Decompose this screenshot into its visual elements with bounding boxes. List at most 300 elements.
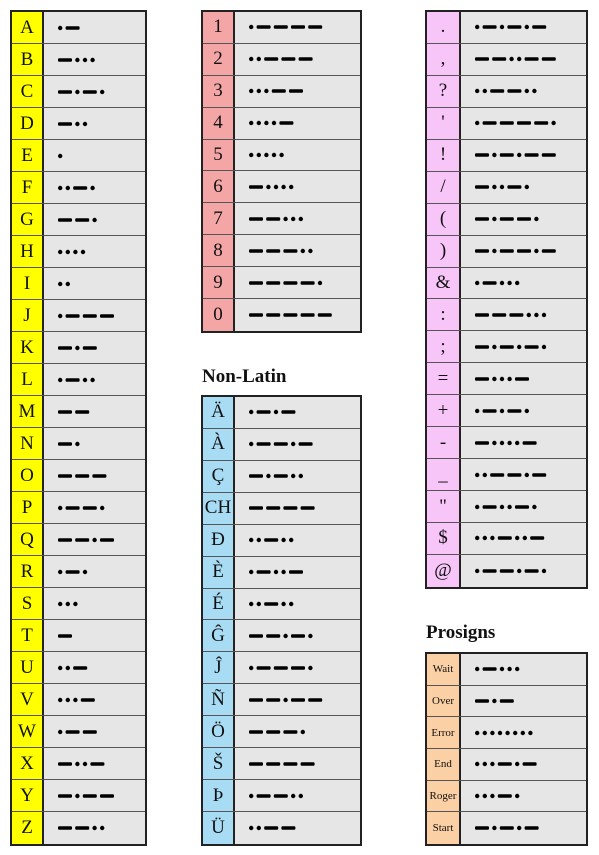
dot: [551, 121, 555, 125]
morse-code: [461, 172, 586, 203]
dot: [272, 153, 276, 157]
morse-code: [461, 76, 586, 107]
dash: [266, 762, 280, 766]
digits-table: [201, 10, 362, 333]
letter-row: [12, 108, 145, 140]
dot: [58, 569, 62, 573]
punctuation-key: (: [427, 204, 461, 235]
dot: [283, 634, 287, 638]
dash: [73, 186, 87, 190]
dot: [83, 57, 87, 61]
prosigns-table: [425, 652, 588, 846]
non-latin-row: [203, 780, 360, 812]
dash: [308, 698, 322, 702]
letter-key: Q: [12, 524, 44, 555]
dot: [517, 153, 521, 157]
morse-code: [44, 300, 145, 331]
punctuation-key: ": [427, 491, 461, 522]
dash: [249, 313, 263, 317]
non-latin-key: Þ: [203, 780, 235, 811]
dot: [249, 89, 253, 93]
punctuation-key: ;: [427, 331, 461, 362]
prosign-row: [427, 654, 586, 686]
dot: [301, 248, 305, 252]
letter-row: [12, 76, 145, 108]
dot: [66, 185, 70, 189]
dash: [500, 217, 514, 221]
dot: [58, 313, 62, 317]
dash: [66, 570, 80, 574]
dot: [483, 730, 487, 734]
dot: [58, 601, 62, 605]
dot: [490, 730, 494, 734]
dot: [483, 794, 487, 798]
letter-key: C: [12, 76, 44, 107]
dot: [527, 313, 531, 317]
non-latin-row: [203, 461, 360, 493]
dot: [505, 730, 509, 734]
dash: [257, 411, 271, 415]
dot: [528, 730, 532, 734]
non-latin-key: Ĵ: [203, 652, 235, 683]
dot: [525, 25, 529, 29]
dot: [475, 762, 479, 766]
prosign-key: Error: [427, 717, 461, 748]
dot: [92, 826, 96, 830]
morse-code: [461, 299, 586, 330]
morse-code: [461, 44, 586, 75]
dash: [530, 537, 544, 541]
morse-code: [44, 428, 145, 459]
dot: [92, 217, 96, 221]
non-latin-row: [203, 397, 360, 429]
dot: [318, 280, 322, 284]
punctuation-key: ,: [427, 44, 461, 75]
morse-code: [461, 204, 586, 235]
dot: [249, 570, 253, 574]
letter-row: [12, 588, 145, 620]
non-latin-key: Ĝ: [203, 620, 235, 651]
dot: [281, 185, 285, 189]
dot: [249, 153, 253, 157]
dot: [66, 601, 70, 605]
dash: [301, 506, 315, 510]
dash: [266, 730, 280, 734]
punctuation-row: [427, 427, 586, 459]
dash: [291, 634, 305, 638]
dot: [279, 153, 283, 157]
dot: [100, 826, 104, 830]
dash: [483, 26, 497, 30]
dash: [257, 666, 271, 670]
dash: [92, 474, 106, 478]
morse-code: [461, 236, 586, 267]
dot: [492, 699, 496, 703]
dot: [483, 536, 487, 540]
dot: [308, 248, 312, 252]
dash: [525, 569, 539, 573]
dash: [58, 90, 72, 94]
dot: [257, 57, 261, 61]
dash: [257, 794, 271, 798]
dash: [75, 410, 89, 414]
morse-code: [44, 268, 145, 299]
punctuation-key: -: [427, 427, 461, 458]
dash: [490, 90, 504, 94]
prosign-key: Roger: [427, 781, 461, 812]
dot: [492, 440, 496, 444]
dot: [73, 697, 77, 701]
dash: [58, 346, 72, 350]
dash: [58, 58, 72, 62]
dot: [281, 538, 285, 542]
dash: [281, 58, 295, 62]
letter-key: Z: [12, 812, 44, 844]
dot: [249, 538, 253, 542]
dot: [490, 536, 494, 540]
non-latin-key: CH: [203, 493, 235, 524]
dot: [308, 634, 312, 638]
dash: [500, 153, 514, 157]
dash: [525, 58, 539, 62]
dot: [532, 504, 536, 508]
dash: [274, 26, 288, 30]
non-latin-key: Ç: [203, 461, 235, 492]
dash: [83, 730, 97, 734]
letter-row: [12, 716, 145, 748]
letter-row: [12, 396, 145, 428]
letter-row: [12, 684, 145, 716]
dot: [291, 793, 295, 797]
punctuation-key: ): [427, 236, 461, 267]
punctuation-row: [427, 76, 586, 108]
dash: [534, 121, 548, 125]
morse-code: [44, 204, 145, 235]
dash: [66, 730, 80, 734]
punctuation-key: :: [427, 299, 461, 330]
dot: [525, 185, 529, 189]
morse-code: [235, 108, 360, 139]
dot: [58, 729, 62, 733]
letter-key: U: [12, 652, 44, 683]
morse-code: [44, 588, 145, 619]
dot: [289, 538, 293, 542]
dash: [249, 730, 263, 734]
morse-code: [44, 620, 145, 651]
dot: [532, 89, 536, 93]
non-latin-heading: Non-Latin: [202, 366, 287, 387]
dot: [523, 536, 527, 540]
dot: [58, 281, 62, 285]
dot: [249, 410, 253, 414]
digit-row: [203, 140, 360, 172]
prosign-key: Start: [427, 812, 461, 844]
morse-code: [235, 171, 360, 202]
dash: [299, 58, 313, 62]
dot: [299, 217, 303, 221]
morse-code: [44, 524, 145, 555]
dot: [521, 730, 525, 734]
punctuation-row: [427, 395, 586, 427]
dash: [542, 153, 556, 157]
dot: [266, 185, 270, 189]
dash: [525, 153, 539, 157]
non-latin-key: Ö: [203, 716, 235, 747]
morse-code: [235, 44, 360, 75]
dash: [249, 249, 263, 253]
dot: [475, 536, 479, 540]
dash: [492, 313, 506, 317]
dash: [532, 473, 546, 477]
dot: [289, 602, 293, 606]
morse-code: [235, 780, 360, 811]
digit-key: 1: [203, 12, 235, 43]
dash: [83, 346, 97, 350]
dash: [507, 26, 521, 30]
letter-key: F: [12, 172, 44, 203]
prosigns-heading: Prosigns: [426, 622, 496, 643]
dot: [534, 313, 538, 317]
morse-code: [235, 76, 360, 107]
dash: [515, 377, 529, 381]
morse-code: [235, 652, 360, 683]
dot: [517, 345, 521, 349]
dot: [542, 345, 546, 349]
dash: [500, 249, 514, 253]
dot: [492, 826, 496, 830]
dot: [257, 826, 261, 830]
morse-code: [44, 460, 145, 491]
dash: [498, 794, 512, 798]
dash: [75, 826, 89, 830]
letter-key: J: [12, 300, 44, 331]
dash: [249, 506, 263, 510]
dot: [75, 57, 79, 61]
dot: [58, 377, 62, 381]
dot: [517, 569, 521, 573]
dot: [249, 826, 253, 830]
dash: [257, 26, 271, 30]
letter-key: L: [12, 364, 44, 395]
dot: [75, 761, 79, 765]
dot: [475, 409, 479, 413]
dash: [507, 409, 521, 413]
dot: [475, 472, 479, 476]
morse-code: [461, 749, 586, 780]
dot: [525, 409, 529, 413]
morse-code: [44, 812, 145, 844]
morse-code: [461, 491, 586, 522]
prosign-key: Over: [427, 686, 461, 717]
dot: [92, 537, 96, 541]
dash: [83, 314, 97, 318]
dash: [475, 441, 489, 445]
letter-row: [12, 364, 145, 396]
digit-key: 8: [203, 235, 235, 266]
morse-code: [461, 140, 586, 171]
dot: [274, 185, 278, 189]
dot: [500, 281, 504, 285]
dot: [257, 602, 261, 606]
dot: [308, 666, 312, 670]
dash: [507, 185, 521, 189]
dash: [66, 26, 80, 30]
dot: [272, 121, 276, 125]
dash: [507, 473, 521, 477]
morse-code: [461, 717, 586, 748]
dot: [249, 666, 253, 670]
punctuation-row: [427, 172, 586, 204]
digit-key: 9: [203, 267, 235, 298]
dash: [483, 409, 497, 413]
dot: [500, 440, 504, 444]
punctuation-row: [427, 108, 586, 140]
dot: [283, 217, 287, 221]
punctuation-key: .: [427, 12, 461, 43]
non-latin-row: [203, 620, 360, 652]
dot: [492, 185, 496, 189]
dash: [525, 826, 539, 830]
dot: [249, 602, 253, 606]
dot: [289, 185, 293, 189]
dot: [299, 474, 303, 478]
dot: [291, 217, 295, 221]
dot: [75, 345, 79, 349]
dot: [534, 249, 538, 253]
morse-code: [235, 557, 360, 588]
punctuation-key: $: [427, 523, 461, 554]
dot: [500, 667, 504, 671]
dash: [58, 538, 72, 542]
dash: [83, 506, 97, 510]
letter-key: K: [12, 332, 44, 363]
morse-code: [461, 686, 586, 717]
morse-code: [235, 12, 360, 43]
dot: [534, 217, 538, 221]
punctuation-key: !: [427, 140, 461, 171]
non-latin-row: [203, 684, 360, 716]
dot: [58, 249, 62, 253]
dot: [515, 762, 519, 766]
dash: [299, 443, 313, 447]
morse-code: [461, 363, 586, 394]
dash: [81, 698, 95, 702]
dash: [249, 185, 263, 189]
punctuation-row: [427, 491, 586, 523]
punctuation-table: [425, 10, 588, 589]
dash: [264, 826, 278, 830]
dot: [90, 57, 94, 61]
dot: [90, 377, 94, 381]
dot: [475, 25, 479, 29]
dash: [66, 506, 80, 510]
dot: [249, 121, 253, 125]
dot: [475, 569, 479, 573]
letter-row: [12, 428, 145, 460]
letter-key: I: [12, 268, 44, 299]
dash: [483, 569, 497, 573]
dot: [257, 89, 261, 93]
non-latin-key: È: [203, 557, 235, 588]
digit-row: [203, 12, 360, 44]
letter-row: [12, 524, 145, 556]
dash: [249, 762, 263, 766]
punctuation-key: ?: [427, 76, 461, 107]
dash: [500, 345, 514, 349]
letter-row: [12, 140, 145, 172]
non-latin-key: Ü: [203, 812, 235, 844]
morse-code: [44, 332, 145, 363]
dot: [83, 377, 87, 381]
letter-row: [12, 748, 145, 780]
dot: [90, 185, 94, 189]
dash: [266, 217, 280, 221]
dot: [58, 153, 62, 157]
dot: [492, 345, 496, 349]
dot: [507, 667, 511, 671]
dash: [500, 826, 514, 830]
dash: [249, 634, 263, 638]
dash: [475, 345, 489, 349]
dot: [542, 313, 546, 317]
morse-code: [44, 236, 145, 267]
punctuation-row: [427, 140, 586, 172]
letter-row: [12, 300, 145, 332]
dash: [483, 505, 497, 509]
dot: [515, 667, 519, 671]
dot: [525, 89, 529, 93]
dot: [249, 442, 253, 446]
dash: [266, 698, 280, 702]
dash: [58, 634, 72, 638]
punctuation-row: [427, 236, 586, 268]
dash: [515, 505, 529, 509]
dot: [301, 729, 305, 733]
dot: [75, 441, 79, 445]
dash: [83, 90, 97, 94]
dot: [509, 57, 513, 61]
dash: [58, 762, 72, 766]
non-latin-key: À: [203, 429, 235, 460]
dash: [100, 314, 114, 318]
morse-code: [44, 748, 145, 779]
digit-row: [203, 44, 360, 76]
dot: [291, 442, 295, 446]
morse-code: [461, 654, 586, 685]
letter-key: N: [12, 428, 44, 459]
dot: [274, 570, 278, 574]
digit-row: [203, 299, 360, 331]
letter-key: X: [12, 748, 44, 779]
dash: [75, 538, 89, 542]
morse-code: [461, 459, 586, 490]
morse-code: [235, 299, 360, 331]
prosign-row: [427, 812, 586, 844]
dot: [274, 410, 278, 414]
dot: [58, 505, 62, 509]
non-latin-key: Ä: [203, 397, 235, 428]
non-latin-key: Ñ: [203, 684, 235, 715]
non-latin-row: [203, 716, 360, 748]
dash: [75, 218, 89, 222]
morse-code: [235, 267, 360, 298]
dash: [283, 506, 297, 510]
dash: [249, 474, 263, 478]
dash: [500, 569, 514, 573]
dash: [301, 762, 315, 766]
dash: [75, 474, 89, 478]
letter-row: [12, 780, 145, 812]
